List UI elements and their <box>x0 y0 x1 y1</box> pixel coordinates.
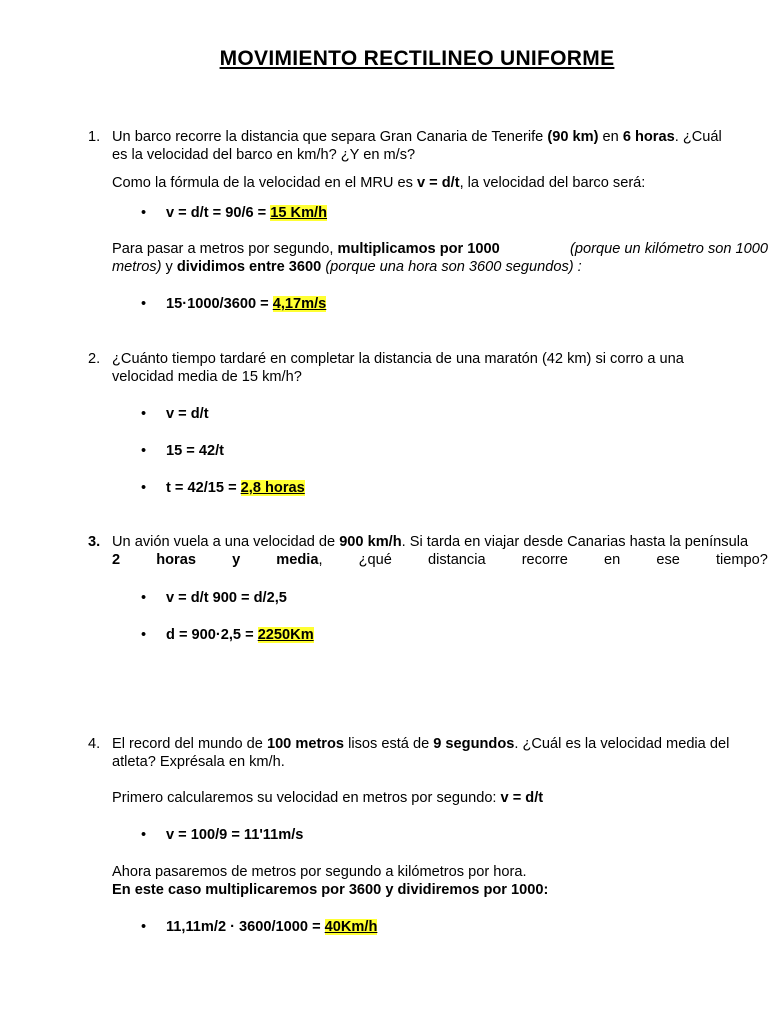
document-page: MOVIMIENTO RECTILINEO UNIFORME 1. Un barco recorre la distancia que separa Gran Canaria de Tenerife (90 km) en 6 horas. ¿Cuál es la velocidad del barco en km/h? ¿Y en m/s? Como la fórmula de la velocidad en el MRU es v = d/t, la velocidad del barco será: • v = d/t = 90/6 = 15 Km/h Para pasar a metros por segundo, multiplicamos por 1000 (porque un kilómetro son 1000 metros) y dividimos entre 3600 (porque una hora son 3600 segundos) : • 15·1000/3600 = 4,17m/s 2. ¿Cuánto tiempo tardaré en completar la distancia de una maratón (42 km) si corro a una velocidad media de 15 km/h? • v = d/t • 15 = 42/t • t = 42/15 = 2,8 horas 3. Un avión vuela a una velocidad de 900 km/h. Si tarda en viajar desde Canarias hasta la península 2 horas y media, ¿qué distancia recorre en ese tiempo? • v = d/t 900 = d/2,5 • d = 900·2,5 = 2250Km 4. El record del mundo de 100 metros lisos está de 9 segundos. ¿Cuál es la velocidad media del atleta? Exprésala en km/h. Primero calcularemos su velocidad en metros por segundo: v = d/t • v = 100/9 = 11'11m/s Ahora pasaremos de metros por segundo a kilómetros por hora. En este caso multiplicaremos por 3600 y dividiremos por 1000: • 11,11m/2 · 3600/1000 = 40Km/h <box>0 0 768 1024</box>
question-number: 1. <box>88 129 101 145</box>
explanation-text: Como la fórmula de la velocidad en el MRU es v = d/t, la velocidad del barco será: <box>112 175 646 191</box>
question-text: El record del mundo de 100 metros lisos está de 9 segundos. ¿Cuál es la velocidad media del atleta? Exprésala en km/h. <box>112 736 730 770</box>
answer-highlight: 2,8 horas <box>240 480 305 496</box>
answer-highlight: 2250Km <box>257 627 314 643</box>
explanation-text: Para pasar a metros por segundo, multiplicamos por 1000 (porque un kilómetro son 1000 metros) y dividimos entre 3600 (porque una hora son 3600 segundos) : <box>112 241 768 275</box>
page-title: MOVIMIENTO RECTILINEO UNIFORME <box>219 47 615 70</box>
answer-highlight: 40Km/h <box>324 919 378 935</box>
question-text: Un barco recorre la distancia que separa Gran Canaria de Tenerife (90 km) en 6 horas. ¿Cuál es la velocidad del barco en km/h? ¿Y en m/s? <box>112 129 722 163</box>
question-text: ¿Cuánto tiempo tardaré en completar la distancia de una maratón (42 km) si corro a una velocidad media de 15 km/h? <box>112 351 684 385</box>
answer-highlight: 4,17m/s <box>272 296 327 312</box>
question-number: 4. <box>88 736 101 752</box>
question-number: 3. <box>88 534 101 550</box>
question-number: 2. <box>88 351 101 367</box>
explanation-text: Ahora pasaremos de metros por segundo a kilómetros por hora. En este caso multiplicaremos por 3600 y dividiremos por 1000: <box>112 864 549 898</box>
explanation-text: Primero calcularemos su velocidad en metros por segundo: v = d/t <box>112 790 544 806</box>
answer-highlight: 15 Km/h <box>270 205 328 221</box>
question-text: Un avión vuela a una velocidad de 900 km/h. Si tarda en viajar desde Canarias hasta la península 2 horas y media, ¿qué distancia recorre en ese tiempo? <box>112 534 768 568</box>
